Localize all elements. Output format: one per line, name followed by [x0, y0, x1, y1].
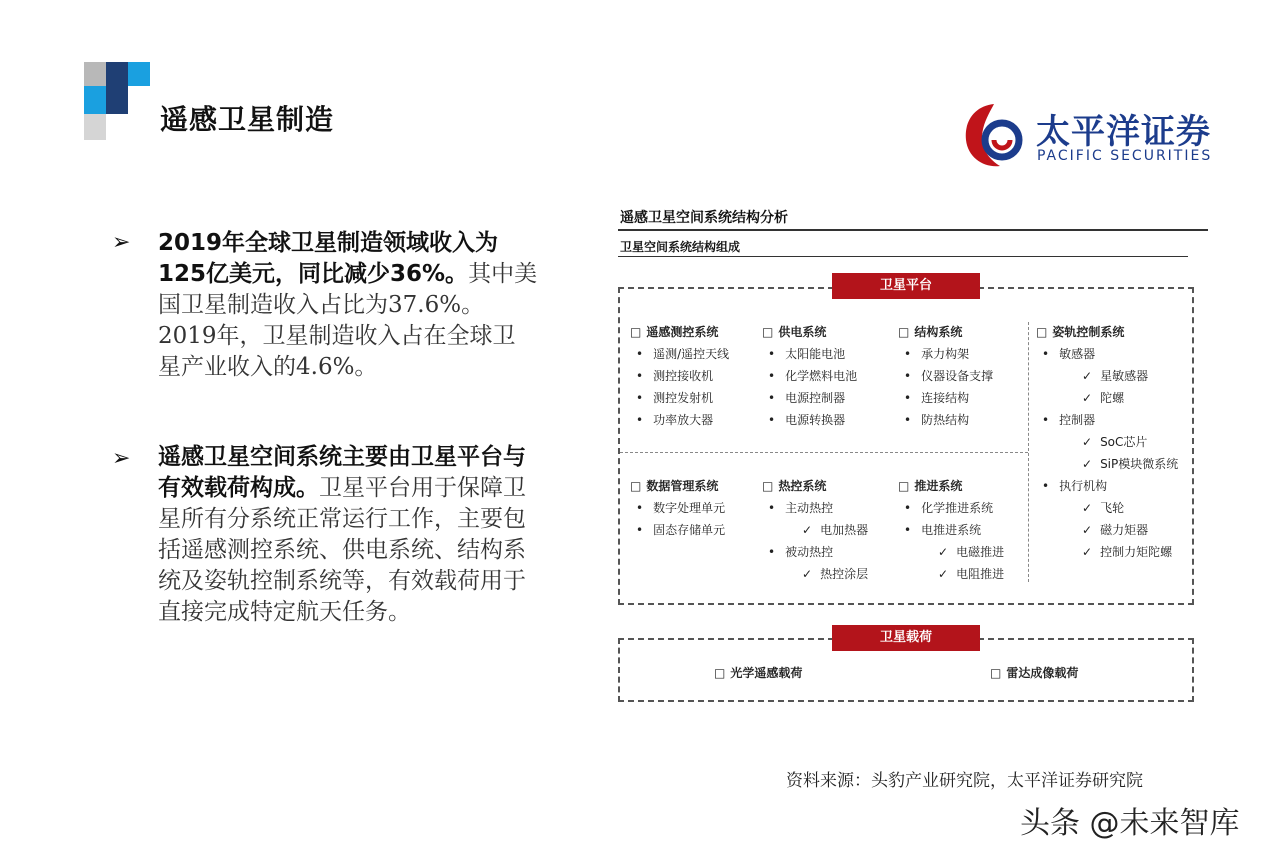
- payload-item: □ 光学遥感载荷: [714, 664, 802, 681]
- system-propulsion: [898, 475, 1004, 585]
- bullet-arrow-icon: ➢: [112, 230, 131, 255]
- divider: [620, 452, 1028, 453]
- system-telemetry: [630, 321, 729, 431]
- system-heading: □ 推进系统: [898, 475, 1004, 497]
- point-2-bold: 遥感卫星空间系统主要由卫星平台与有效载荷构成。: [158, 444, 526, 501]
- figure-subtitle: 卫星空间系统结构组成: [620, 240, 741, 254]
- system-subitem: ✓ 电磁推进: [898, 541, 1004, 563]
- system-heading: □ 热控系统: [762, 475, 868, 497]
- pacific-securities-logo-icon: [960, 100, 1026, 170]
- point-1: [158, 228, 538, 383]
- system-subitem: ✓ 电阻推进: [898, 563, 1004, 585]
- system-power: [762, 321, 857, 431]
- system-item: • 仪器设备支撑: [898, 365, 993, 387]
- point-1-text: 其中美国卫星制造收入占比为37.6%。2019年，卫星制造收入占在全球卫星产业收入的4.6%。: [158, 261, 538, 380]
- logo-chinese-name: 太平洋证券: [1036, 112, 1211, 152]
- system-item: • 敏感器: [1036, 343, 1178, 365]
- system-item: • 数字处理单元: [630, 497, 725, 519]
- system-subitem: ✓ 星敏感器: [1036, 365, 1178, 387]
- platform-banner: 卫星平台: [832, 273, 980, 299]
- page-title: 遥感卫星制造: [160, 103, 335, 136]
- system-data: [630, 475, 725, 541]
- bullet-arrow-icon: ➢: [112, 446, 131, 471]
- system-subitem: ✓ 飞轮: [1036, 497, 1178, 519]
- divider: [1028, 322, 1029, 582]
- system-item: • 被动热控: [762, 541, 868, 563]
- system-attitude: [1036, 321, 1178, 563]
- system-item: • 承力构架: [898, 343, 993, 365]
- system-subitem: ✓ SiP模块微系统: [1036, 453, 1178, 475]
- system-item: • 测控接收机: [630, 365, 729, 387]
- system-structure: [898, 321, 993, 431]
- system-item: • 测控发射机: [630, 387, 729, 409]
- payload-item: □ 雷达成像载荷: [990, 664, 1078, 681]
- system-subitem: ✓ 电加热器: [762, 519, 868, 541]
- system-item: • 电源控制器: [762, 387, 857, 409]
- system-subitem: ✓ 陀螺: [1036, 387, 1178, 409]
- system-item: • 主动热控: [762, 497, 868, 519]
- system-subitem: ✓ 磁力矩器: [1036, 519, 1178, 541]
- system-heading: □ 结构系统: [898, 321, 993, 343]
- system-heading: □ 姿轨控制系统: [1036, 321, 1178, 343]
- system-item: • 电推进系统: [898, 519, 1004, 541]
- system-item: • 执行机构: [1036, 475, 1178, 497]
- source-note: 资料来源：头豹产业研究院，太平洋证券研究院: [786, 771, 1143, 791]
- system-item: • 电源转换器: [762, 409, 857, 431]
- system-item: • 化学燃料电池: [762, 365, 857, 387]
- system-heading: □ 数据管理系统: [630, 475, 725, 497]
- figure-rule: [618, 229, 1208, 231]
- system-thermal: [762, 475, 868, 585]
- system-item: • 控制器: [1036, 409, 1178, 431]
- system-item: • 化学推进系统: [898, 497, 1004, 519]
- system-subitem: ✓ SoC芯片: [1036, 431, 1178, 453]
- system-item: • 太阳能电池: [762, 343, 857, 365]
- system-heading: □ 供电系统: [762, 321, 857, 343]
- system-heading: □ 遥感测控系统: [630, 321, 729, 343]
- watermark: 头条 @未来智库: [1020, 806, 1240, 841]
- point-2-text: 卫星平台用于保障卫星所有分系统正常运行工作，主要包括遥感测控系统、供电系统、结构系统及姿轨控制系统等，有效载荷用于直接完成特定航天任务。: [158, 475, 526, 625]
- system-item: • 固态存储单元: [630, 519, 725, 541]
- logo-english-name: PACIFIC SECURITIES: [1037, 148, 1213, 164]
- figure-title: 遥感卫星空间系统结构分析: [620, 210, 788, 226]
- point-1-bold: 2019年全球卫星制造领域收入为125亿美元，同比减少36%。: [158, 230, 499, 287]
- figure-rule: [618, 256, 1188, 257]
- system-subitem: ✓ 热控涂层: [762, 563, 868, 585]
- point-2: [158, 442, 538, 628]
- system-item: • 遥测/遥控天线: [630, 343, 729, 365]
- system-item: • 功率放大器: [630, 409, 729, 431]
- payload-banner: 卫星载荷: [832, 625, 980, 651]
- system-subitem: ✓ 控制力矩陀螺: [1036, 541, 1178, 563]
- system-item: • 连接结构: [898, 387, 993, 409]
- system-item: • 防热结构: [898, 409, 993, 431]
